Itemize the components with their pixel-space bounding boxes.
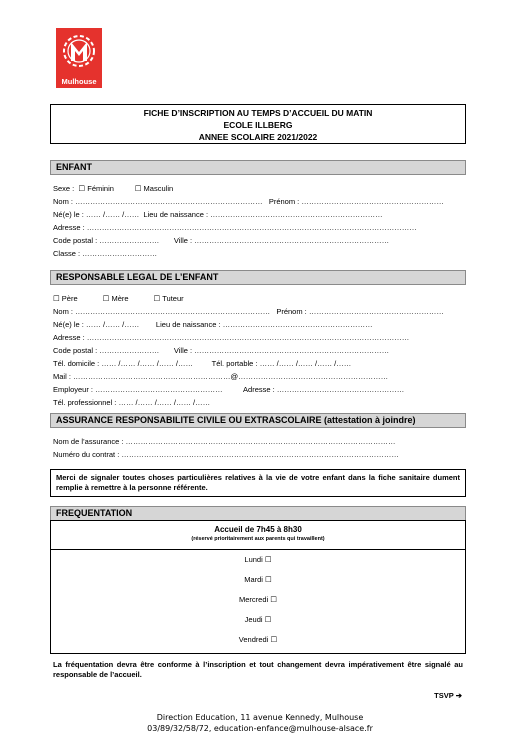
responsable-mail[interactable]: Mail : ………………………………………………………@…………………………………………………… — [53, 372, 389, 381]
enfant-nom[interactable]: Nom : ………………………………………………………………… Prénom : ………………………………………………… — [53, 197, 444, 206]
responsable-role[interactable]: ☐ Père ☐ Mère ☐ Tuteur — [53, 294, 184, 303]
enfant-code-postal[interactable]: Code postal : …………………… Ville : …………………………………………………………………… — [53, 236, 390, 245]
day-vendredi[interactable]: Vendredi ☐ — [238, 635, 278, 644]
enfant-adresse[interactable]: Adresse : …………………………………………………………………………………………………………………… — [53, 223, 417, 232]
day-jeudi[interactable]: Jeudi ☐ — [244, 615, 272, 624]
enfant-classe[interactable]: Classe : ………………………… — [53, 249, 158, 258]
section-enfant: ENFANT — [50, 160, 466, 175]
day-mardi[interactable]: Mardi ☐ — [244, 575, 272, 584]
assurance-contrat[interactable]: Numéro du contrat : ………………………………………………………………………………………………… — [53, 450, 399, 459]
logo-text: Mulhouse — [61, 77, 97, 86]
section-assurance: ASSURANCE RESPONSABILITE CIVILE OU EXTRASCOLAIRE (attestation à joindre) — [50, 413, 466, 428]
accueil-reserve: (réservé prioritairement aux parents qui travaillent) — [191, 536, 325, 542]
title-line-2: ECOLE ILLBERG — [223, 120, 293, 130]
title-line-1: FICHE D’INSCRIPTION AU TEMPS D’ACCUEIL DU MATIN — [143, 108, 373, 118]
bottom-note: La fréquentation devra être conforme à l’inscription et tout changement devra impérativement être signalé au responsable de l’accueil. — [53, 660, 463, 679]
footer-address: Direction Education, 11 avenue Kennedy, Mulhouse — [156, 713, 364, 722]
note-box: Merci de signaler toutes choses particulières relatives à la vie de votre enfant dans la fiche sanitaire dument remplie à remettre à la personne référente. — [50, 469, 466, 497]
accueil-horaire: Accueil de 7h45 à 8h30 — [214, 525, 302, 534]
enfant-naissance[interactable]: Né(e) le : …… /…… /…… Lieu de naissance : …………………………………………………………… — [53, 210, 383, 219]
responsable-nom[interactable]: Nom : …………………………………………………………………… Prénom : ……………………………………………… — [53, 307, 444, 316]
gear-m-icon — [59, 31, 99, 75]
table-divider — [51, 549, 465, 550]
responsable-employeur[interactable]: Employeur : …………………………………………… Adresse : …………………………………………… — [53, 385, 405, 394]
responsable-naissance[interactable]: Né(e) le : …… /…… /…… Lieu de naissance : …………………………………………………… — [53, 320, 373, 329]
mulhouse-logo — [56, 28, 102, 88]
responsable-code-postal[interactable]: Code postal : …………………… Ville : …………………………………………………………………… — [53, 346, 390, 355]
section-responsable: RESPONSABLE LEGAL DE L’ENFANT — [50, 270, 466, 285]
footer — [0, 712, 520, 734]
form-title — [50, 104, 466, 144]
footer-contact: 03/89/32/58/72, education-enfance@mulhouse-alsace.fr — [147, 724, 373, 733]
day-mercredi[interactable]: Mercredi ☐ — [239, 595, 277, 604]
responsable-adresse[interactable]: Adresse : ………………………………………………………………………………………………………………… — [53, 333, 410, 342]
assurance-nom[interactable]: Nom de l’assurance : ……………………………………………………………………………………………… — [53, 437, 396, 446]
responsable-telephones[interactable]: Tél. domicile : …… /…… /…… /…… /…… Tél. portable : …… /…… /…… /…… /…… — [53, 359, 352, 368]
tsvp-label: TSVP ➔ — [434, 691, 462, 700]
responsable-tel-pro[interactable]: Tél. professionnel : …… /…… /…… /…… /…… — [53, 398, 211, 407]
enfant-sexe[interactable]: Sexe : ☐ Féminin ☐ Masculin — [53, 184, 174, 193]
frequentation-table — [50, 520, 466, 654]
day-lundi[interactable]: Lundi ☐ — [244, 555, 272, 564]
section-frequentation: FREQUENTATION — [50, 506, 466, 521]
title-line-3: ANNEE SCOLAIRE 2021/2022 — [198, 132, 318, 142]
